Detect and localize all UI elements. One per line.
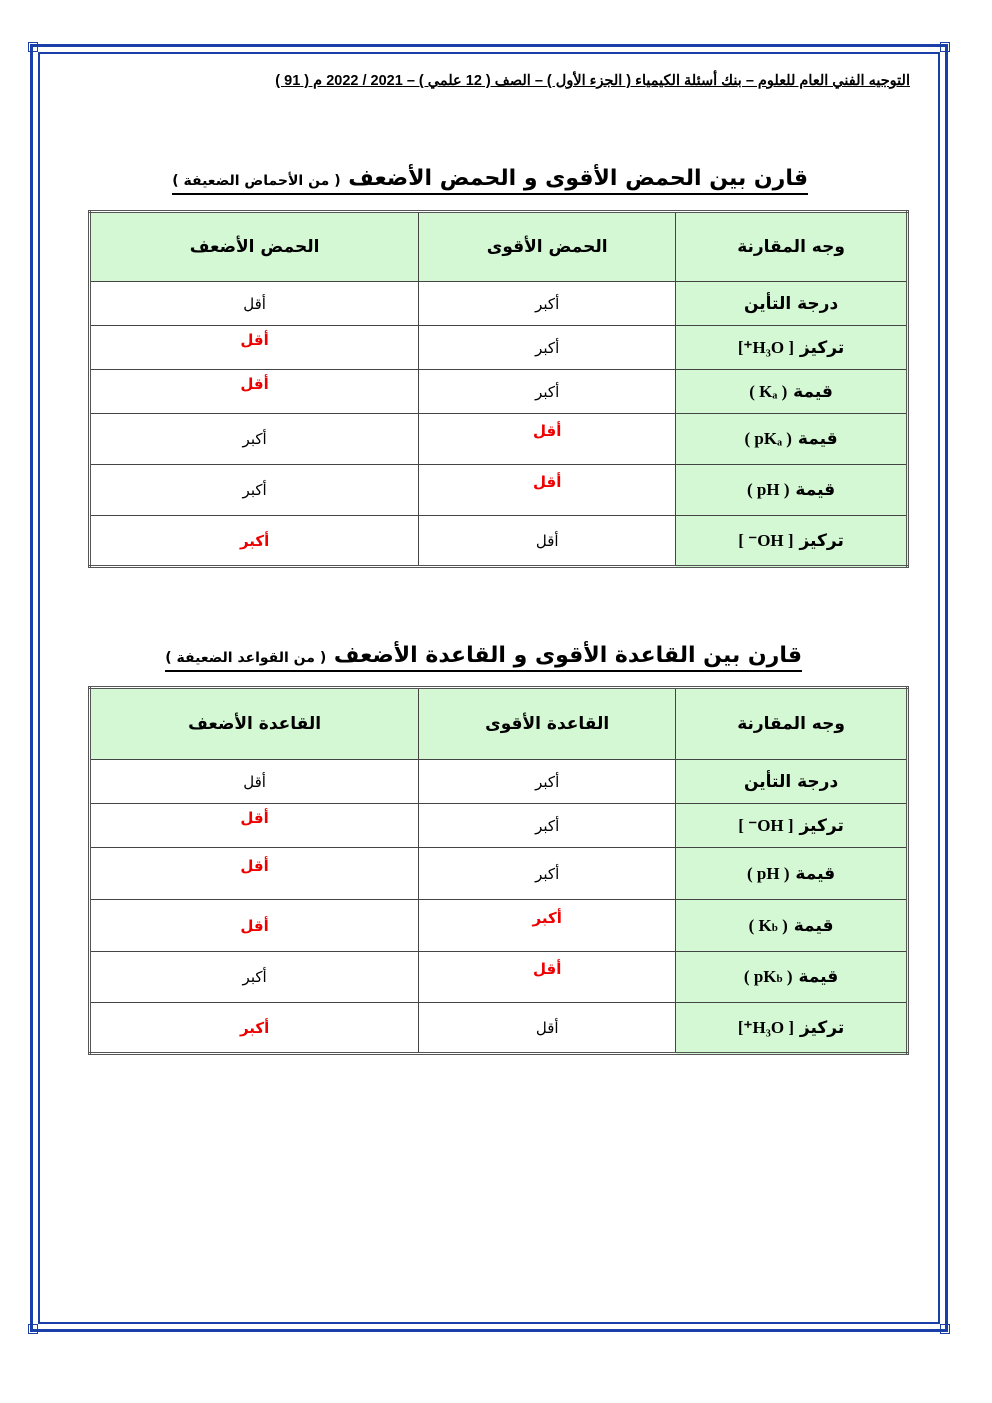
weak-value-red: أكبر xyxy=(239,531,270,550)
weak-cell: أكبر xyxy=(90,952,419,1003)
bases-title-paren: ( من القواعد الضعيفة ) xyxy=(165,650,327,666)
weak-value-red: أكبر xyxy=(239,1018,270,1037)
weak-cell: أكبر xyxy=(90,465,419,516)
strong-cell xyxy=(419,465,676,516)
corner-ornament xyxy=(28,1324,38,1334)
strong-cell: أكبر xyxy=(419,370,676,414)
chem-formula: ( Kb ) xyxy=(748,915,788,935)
weak-cell xyxy=(90,900,419,952)
strong-value-red: أقل xyxy=(533,960,562,978)
table-row xyxy=(90,848,908,900)
aspect-label: تركيز xyxy=(799,1017,845,1038)
table-header-row xyxy=(90,688,908,760)
table-row xyxy=(90,900,908,952)
strong-cell: أكبر xyxy=(419,326,676,370)
chem-formula: ( pH ) xyxy=(746,863,790,883)
bases-title-text: قارن بين القاعدة الأقوى و القاعدة الأضعف xyxy=(333,643,802,668)
col-header-strong-acid: الحمض الأقوى xyxy=(419,212,676,282)
row-aspect-cell xyxy=(676,370,908,414)
col-header-aspect: وجه المقارنة xyxy=(676,212,908,282)
bases-section-title xyxy=(165,643,802,672)
col-header-weak-base: القاعدة الأضعف xyxy=(90,688,419,760)
weak-value-red: أقل xyxy=(240,916,269,935)
chem-formula: [ H₃O⁺] xyxy=(737,1017,794,1037)
strong-cell: أقل xyxy=(419,1003,676,1054)
weak-cell xyxy=(90,848,419,900)
chem-formula: ( Kₐ ) xyxy=(749,381,788,401)
strong-cell xyxy=(419,414,676,465)
row-aspect-cell xyxy=(676,414,908,465)
table-row xyxy=(90,414,908,465)
acids-comparison-table xyxy=(88,210,909,568)
row-aspect-cell xyxy=(676,282,908,326)
row-aspect-cell xyxy=(676,465,908,516)
strong-cell: أقل xyxy=(419,516,676,567)
chem-formula: ( pH ) xyxy=(746,480,790,499)
table-row xyxy=(90,370,908,414)
row-aspect-cell xyxy=(676,848,908,900)
table-row xyxy=(90,465,908,516)
table-row xyxy=(90,804,908,848)
row-aspect-cell xyxy=(676,760,908,804)
strong-cell: أكبر xyxy=(419,804,676,848)
table-row xyxy=(90,516,908,567)
weak-value-red: أقل xyxy=(240,808,269,827)
weak-cell: أقل xyxy=(90,282,419,326)
strong-cell xyxy=(419,900,676,952)
chem-formula: ( pKb ) xyxy=(743,967,793,986)
corner-ornament xyxy=(28,42,38,52)
row-aspect-cell xyxy=(676,952,908,1003)
col-header-strong-base: القاعدة الأقوى xyxy=(419,688,676,760)
bases-comparison-table xyxy=(88,686,909,1055)
chem-formula: [ OH⁻ ] xyxy=(738,815,794,835)
weak-cell: أقل xyxy=(90,760,419,804)
row-aspect-cell xyxy=(676,1003,908,1054)
aspect-label: تركيز xyxy=(799,815,844,836)
aspect-label: درجة التأين xyxy=(743,293,839,314)
row-aspect-cell xyxy=(676,326,908,370)
col-header-weak-acid: الحمض الأضعف xyxy=(90,212,419,282)
acids-section-title xyxy=(172,166,808,195)
chem-formula: [ H₃O⁺] xyxy=(737,337,794,357)
aspect-label: تركيز xyxy=(799,530,844,551)
table-row xyxy=(90,952,908,1003)
chem-formula: ( pKₐ ) xyxy=(744,429,792,448)
weak-value-red: أقل xyxy=(240,856,269,875)
strong-cell: أكبر xyxy=(419,848,676,900)
table-row xyxy=(90,326,908,370)
strong-cell xyxy=(419,952,676,1003)
page-header: التوجيه الفني العام للعلوم – بنك أسئلة الكيمياء ( الجزء الأول ) – الصف ( 12 علمي ) – 2021 / 2022 م ( 91 ) xyxy=(275,73,910,89)
acids-title-text: قارن بين الحمض الأقوى و الحمض الأضعف xyxy=(348,166,808,191)
table-row xyxy=(90,1003,908,1054)
strong-cell: أكبر xyxy=(419,282,676,326)
row-aspect-cell xyxy=(676,900,908,952)
weak-cell: أكبر xyxy=(90,414,419,465)
aspect-label: تركيز xyxy=(799,337,845,358)
strong-value-red: أقل xyxy=(533,422,562,440)
chem-formula: [ OH⁻ ] xyxy=(738,530,794,550)
strong-cell: أكبر xyxy=(419,760,676,804)
weak-cell xyxy=(90,804,419,848)
aspect-label: قيمة xyxy=(798,967,839,987)
weak-cell xyxy=(90,370,419,414)
aspect-label: قيمة xyxy=(793,915,834,936)
corner-ornament xyxy=(940,42,950,52)
weak-cell xyxy=(90,516,419,567)
aspect-label: درجة التأين xyxy=(743,771,839,792)
col-header-aspect: وجه المقارنة xyxy=(676,688,908,760)
weak-cell xyxy=(90,1003,419,1054)
table-header-row xyxy=(90,212,908,282)
weak-value-red: أقل xyxy=(240,374,269,393)
aspect-label: قيمة xyxy=(795,480,836,500)
strong-value-red: أكبر xyxy=(532,908,562,927)
aspect-label: قيمة xyxy=(795,863,836,884)
weak-value-red: أقل xyxy=(240,330,269,349)
row-aspect-cell xyxy=(676,516,908,567)
aspect-label: قيمة xyxy=(797,429,838,449)
corner-ornament xyxy=(940,1324,950,1334)
aspect-label: قيمة xyxy=(793,381,833,402)
table-row xyxy=(90,760,908,804)
table-row xyxy=(90,282,908,326)
weak-cell xyxy=(90,326,419,370)
row-aspect-cell xyxy=(676,804,908,848)
acids-title-paren: ( من الأحماض الضعيفة ) xyxy=(172,173,341,189)
strong-value-red: أقل xyxy=(533,473,562,491)
